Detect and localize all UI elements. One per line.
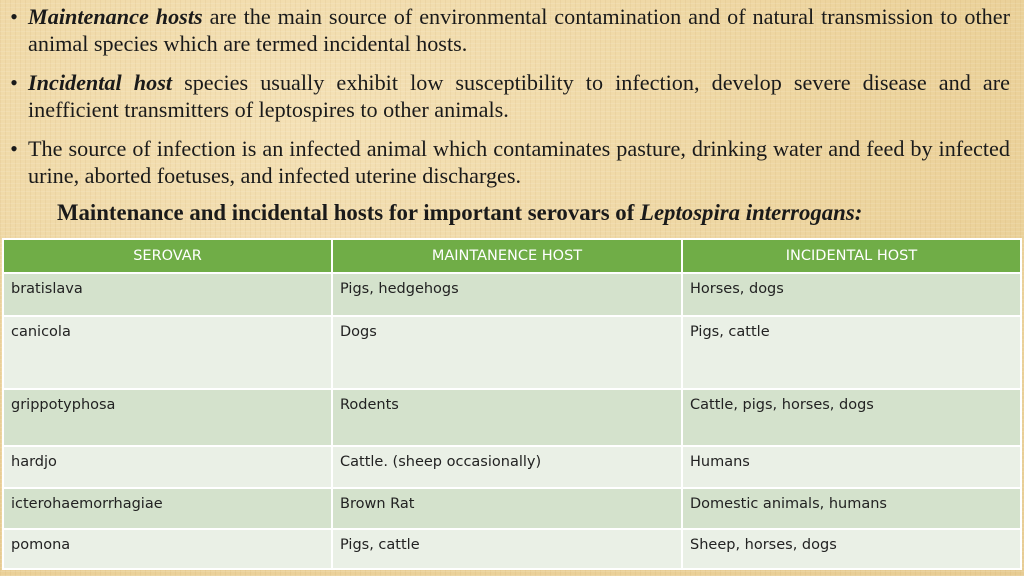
header-maintenance-host: MAINTANENCE HOST <box>332 239 682 273</box>
bullet-dot: • <box>10 4 18 29</box>
table-row <box>3 389 1021 446</box>
cell-maintenance-host: Brown Rat <box>332 488 682 529</box>
cell-incidental-host: Humans <box>682 446 1021 488</box>
bullet-text: species usually exhibit low susceptibility to infection, develop severe disease and are inefficient transmitters of leptospires to other animals. <box>28 70 1010 122</box>
cell-serovar: canicola <box>3 316 332 389</box>
table-row <box>3 446 1021 488</box>
bullet-dot: • <box>10 136 18 161</box>
bullet-dot: • <box>10 70 18 95</box>
header-incidental-host: INCIDENTAL HOST <box>682 239 1021 273</box>
cell-incidental-host: Domestic animals, humans <box>682 488 1021 529</box>
cell-maintenance-host: Dogs <box>332 316 682 389</box>
bullet-term: Incidental host <box>28 70 172 95</box>
header-serovar: SEROVAR <box>3 239 332 273</box>
cell-maintenance-host: Rodents <box>332 389 682 446</box>
bullet-term: Maintenance hosts <box>28 4 203 29</box>
caption-main: Maintenance and incidental hosts for important serovars of <box>57 200 641 225</box>
bullet-maintenance-hosts <box>6 3 1010 57</box>
cell-maintenance-host: Pigs, cattle <box>332 529 682 569</box>
table-row <box>3 273 1021 316</box>
hosts-table <box>2 238 1022 570</box>
cell-serovar: hardjo <box>3 446 332 488</box>
cell-incidental-host: Cattle, pigs, horses, dogs <box>682 389 1021 446</box>
bullet-incidental-host <box>6 69 1010 123</box>
cell-serovar: grippotyphosa <box>3 389 332 446</box>
cell-maintenance-host: Pigs, hedgehogs <box>332 273 682 316</box>
cell-incidental-host: Sheep, horses, dogs <box>682 529 1021 569</box>
bullet-source-of-infection <box>6 135 1010 189</box>
caption-species: Leptospira interrogans: <box>640 200 863 225</box>
cell-incidental-host: Pigs, cattle <box>682 316 1021 389</box>
cell-serovar: pomona <box>3 529 332 569</box>
table-row <box>3 529 1021 569</box>
cell-incidental-host: Horses, dogs <box>682 273 1021 316</box>
cell-maintenance-host: Cattle. (sheep occasionally) <box>332 446 682 488</box>
bullet-text: are the main source of environmental contamination and of natural transmission to other animal species which are termed incidental hosts. <box>28 4 1010 56</box>
bullet-list <box>6 3 1010 201</box>
table-row <box>3 488 1021 529</box>
table-row <box>3 316 1021 389</box>
bullet-text: The source of infection is an infected animal which contaminates pasture, drinking water and feed by infected urine, aborted foetuses, and infected uterine discharges. <box>28 136 1010 188</box>
table-header-row <box>3 239 1021 273</box>
cell-serovar: bratislava <box>3 273 332 316</box>
table-caption <box>57 200 862 226</box>
cell-serovar: icterohaemorrhagiae <box>3 488 332 529</box>
